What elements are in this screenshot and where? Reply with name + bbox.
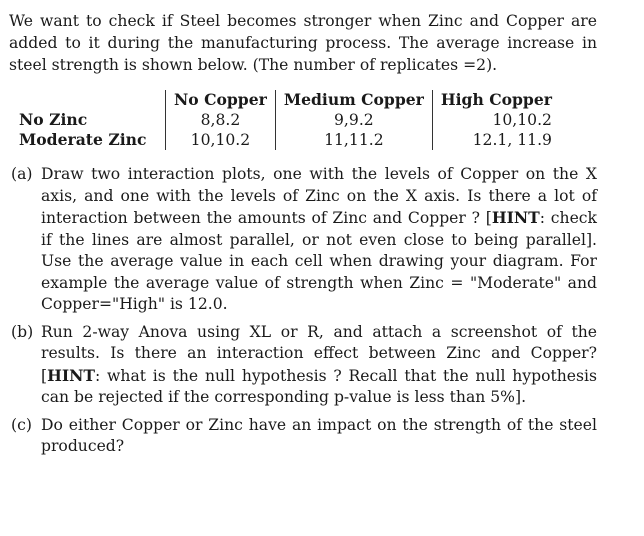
- question-line: Copper="High" is 12.0.: [41, 295, 228, 313]
- hint-keyword: HINT: [491, 208, 540, 227]
- table-cell: 11,11.2: [275, 130, 432, 150]
- question-line: [HINT: what is the null hypothesis ? Recall that the null hypothesis: [41, 365, 597, 385]
- col-header-high-copper: High Copper: [432, 90, 560, 110]
- col-header-no-copper: No Copper: [166, 90, 276, 110]
- strength-table: [19, 90, 560, 150]
- question-line: Use the average value in each cell when drawing your diagram. For: [41, 252, 597, 270]
- table-cell: 8,8.2: [166, 110, 276, 130]
- intro-paragraph: [9, 10, 597, 76]
- intro-line: We want to check if Steel becomes stronger when Zinc and Copper are: [9, 12, 597, 30]
- question-line: example the average value of strength when Zinc = "Moderate" and: [41, 273, 597, 292]
- question-line: Run 2-way Anova using XL or R, and attach a screenshot of the: [41, 322, 597, 341]
- question-line: results. Is there an interaction effect between Zinc and Copper?: [41, 344, 597, 362]
- question-line: produced?: [41, 437, 125, 455]
- question-line: Draw two interaction plots, one with the levels of Copper on the X: [41, 165, 597, 183]
- question-label: (a): [11, 165, 33, 183]
- question-c: [9, 415, 597, 458]
- question-label: (b): [11, 322, 34, 341]
- table-row: [19, 130, 560, 150]
- question-label: (c): [11, 415, 32, 434]
- table-cell: 10,10.2: [166, 130, 276, 150]
- table-cell: 9,9.2: [275, 110, 432, 130]
- question-line: interaction between the amounts of Zinc and Copper ? [HINT: check: [41, 208, 597, 227]
- document: [9, 10, 597, 464]
- intro-line: steel strength is shown below. (The number of replicates =2).: [9, 56, 498, 74]
- table-cell: 10,10.2: [432, 110, 560, 130]
- question-line: Do either Copper or Zinc have an impact on the strength of the steel: [41, 415, 597, 434]
- hint-keyword: HINT: [47, 365, 95, 385]
- table-cell: 12.1, 11.9: [432, 130, 560, 150]
- intro-line: added to it during the manufacturing process. The average increase in: [9, 34, 597, 52]
- question-a: [9, 164, 597, 316]
- question-line: if the lines are almost parallel, or not even close to being parallel].: [41, 230, 597, 249]
- question-line: axis, and one with the levels of Zinc on the X axis. Is there a lot of: [41, 186, 597, 205]
- table-row: [19, 110, 560, 130]
- question-line: can be rejected if the corresponding p-value is less than 5%].: [41, 388, 527, 406]
- row-header-no-zinc: No Zinc: [19, 110, 88, 129]
- table-header-row: [19, 90, 560, 110]
- row-header-moderate-zinc: Moderate Zinc: [19, 130, 147, 149]
- col-header-medium-copper: Medium Copper: [275, 90, 432, 110]
- question-b: [9, 322, 597, 409]
- question-list: [9, 164, 597, 458]
